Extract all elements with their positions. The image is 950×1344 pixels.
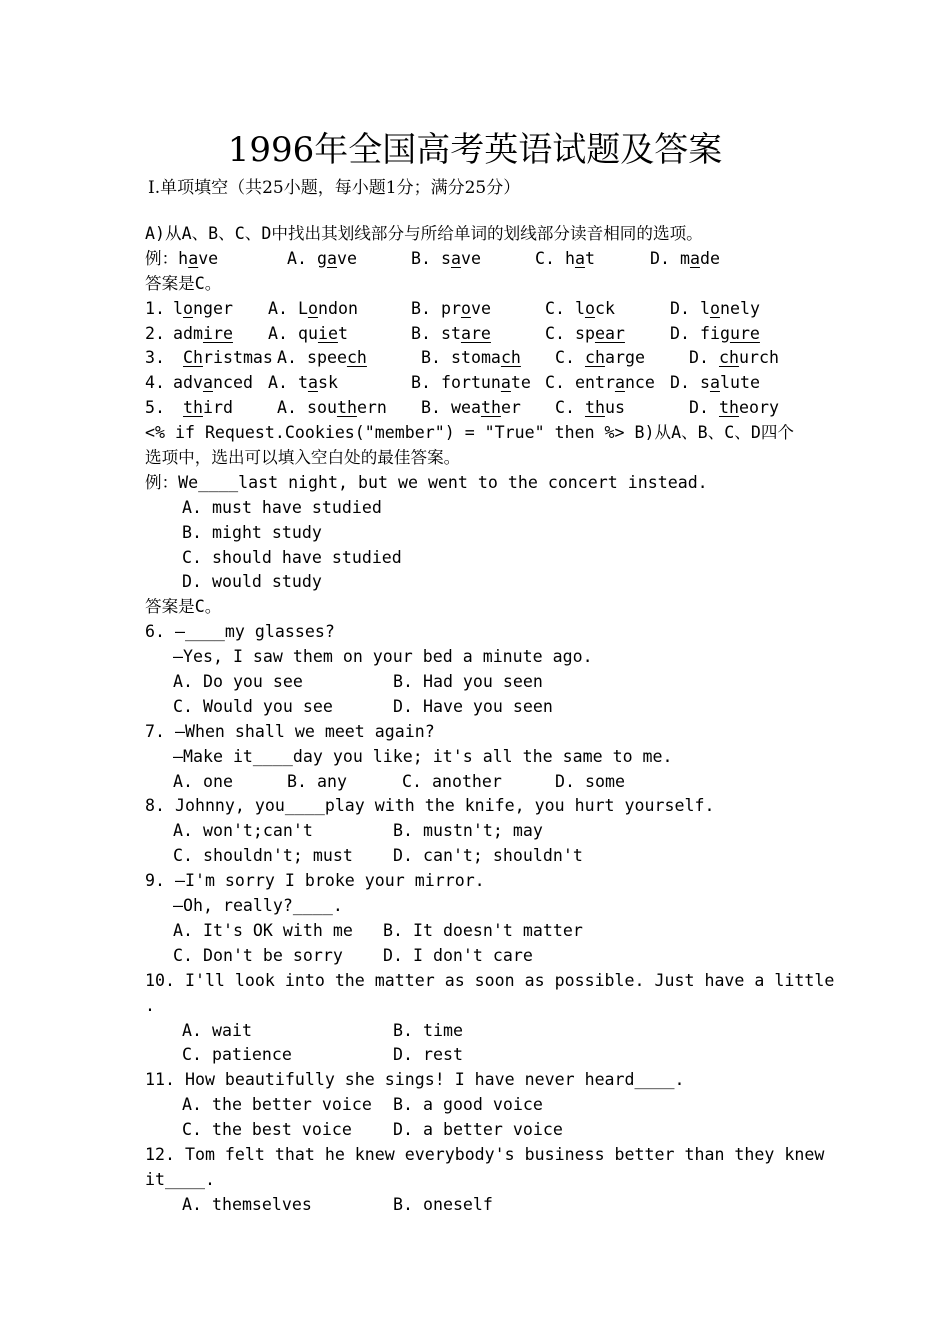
question-9-stem: 9. —I'm sorry I broke your mirror.	[145, 871, 485, 891]
question-6-options-ab: A. Do you see B. Had you seen	[173, 672, 543, 692]
question-8-options-cd: C. shouldn't; must D. can't; shouldn't	[173, 846, 583, 866]
question-10-options-cd: C. patience D. rest	[182, 1045, 463, 1065]
question-12-options-ab: A. themselves B. oneself	[182, 1194, 493, 1214]
question-10-options-ab: A. wait B. time	[182, 1020, 463, 1040]
question-11-options-cd: C. the best voice D. a better voice	[182, 1120, 563, 1140]
question-11-options-ab: A. the better voice B. a good voice	[182, 1095, 543, 1115]
question-12-line2: it____.	[145, 1169, 215, 1189]
example-answer: 答案是C。	[145, 273, 222, 293]
part-a-instruction: A)从A、B、C、D中找出其划线部分与所给单词的划线部分读音相同的选项。	[145, 224, 703, 243]
exam-body	[145, 222, 835, 1218]
section-heading: Ⅰ.单项填空（共25小题，每小题1分；满分25分）	[148, 178, 521, 198]
question-6-stem: 6. —____my glasses?	[145, 622, 335, 642]
example-b-stem: 例：We____last night, but we went to the concert instead.	[145, 472, 708, 492]
question-11-stem: 11. How beautifully she sings! I have never heard____.	[145, 1070, 685, 1090]
question-10-line2: .	[145, 995, 155, 1015]
example-b-option-a: A. must have studied	[182, 497, 382, 517]
question-10-stem: 10. I'll look into the matter as soon as possible. Just have a little	[145, 970, 835, 990]
example-line: 例：have A. gave B. save C. hat D. made	[145, 248, 720, 268]
question-8-stem: 8. Johnny, you____play with the knife, you hurt yourself.	[145, 796, 715, 816]
example-b-option-c: C. should have studied	[182, 547, 402, 567]
page-title: 1996年全国高考英语试题及答案	[227, 130, 723, 170]
question-7-options: A. one B. any C. another D. some	[173, 771, 625, 791]
question-1: 1. longer A. London B. prove C. lock D. lonely	[145, 298, 760, 318]
question-7-line2: —Make it____day you like; it's all the same to me.	[173, 746, 673, 766]
question-6-line2: —Yes, I saw them on your bed a minute ago.	[173, 647, 593, 667]
question-6-options-cd: C. Would you see D. Have you seen	[173, 696, 553, 716]
question-4: 4. advanced A. task B. fortunate C. entrance D. salute	[145, 373, 760, 393]
question-9-options-ab: A. It's OK with me B. It doesn't matter	[173, 920, 583, 940]
question-7-stem: 7. —When shall we meet again?	[145, 721, 435, 741]
example-b-option-b: B. might study	[182, 522, 322, 542]
question-8-options-ab: A. won't;can't B. mustn't; may	[173, 821, 543, 841]
question-2: 2. admire A. quiet B. stare C. spear D. figure	[145, 323, 760, 343]
question-9-options-cd: C. Don't be sorry D. I don't care	[173, 945, 533, 965]
question-3: 3. Christmas A. speech B. stomach C. charge D. church	[145, 348, 779, 368]
example-b-option-d: D. would study	[182, 572, 322, 592]
question-5: 5. third A. southern B. weather C. thus D. theory	[145, 398, 779, 418]
question-12-stem: 12. Tom felt that he knew everybody's business better than they knew	[145, 1144, 825, 1164]
part-b-instruction: 选项中，选出可以填入空白处的最佳答案。	[145, 448, 461, 468]
example-b-answer: 答案是C。	[145, 597, 222, 617]
code-line: <% if Request.Cookies("member") = "True" then %> B)从A、B、C、D四个	[145, 423, 795, 443]
question-9-line2: —Oh, really?____.	[173, 896, 343, 916]
